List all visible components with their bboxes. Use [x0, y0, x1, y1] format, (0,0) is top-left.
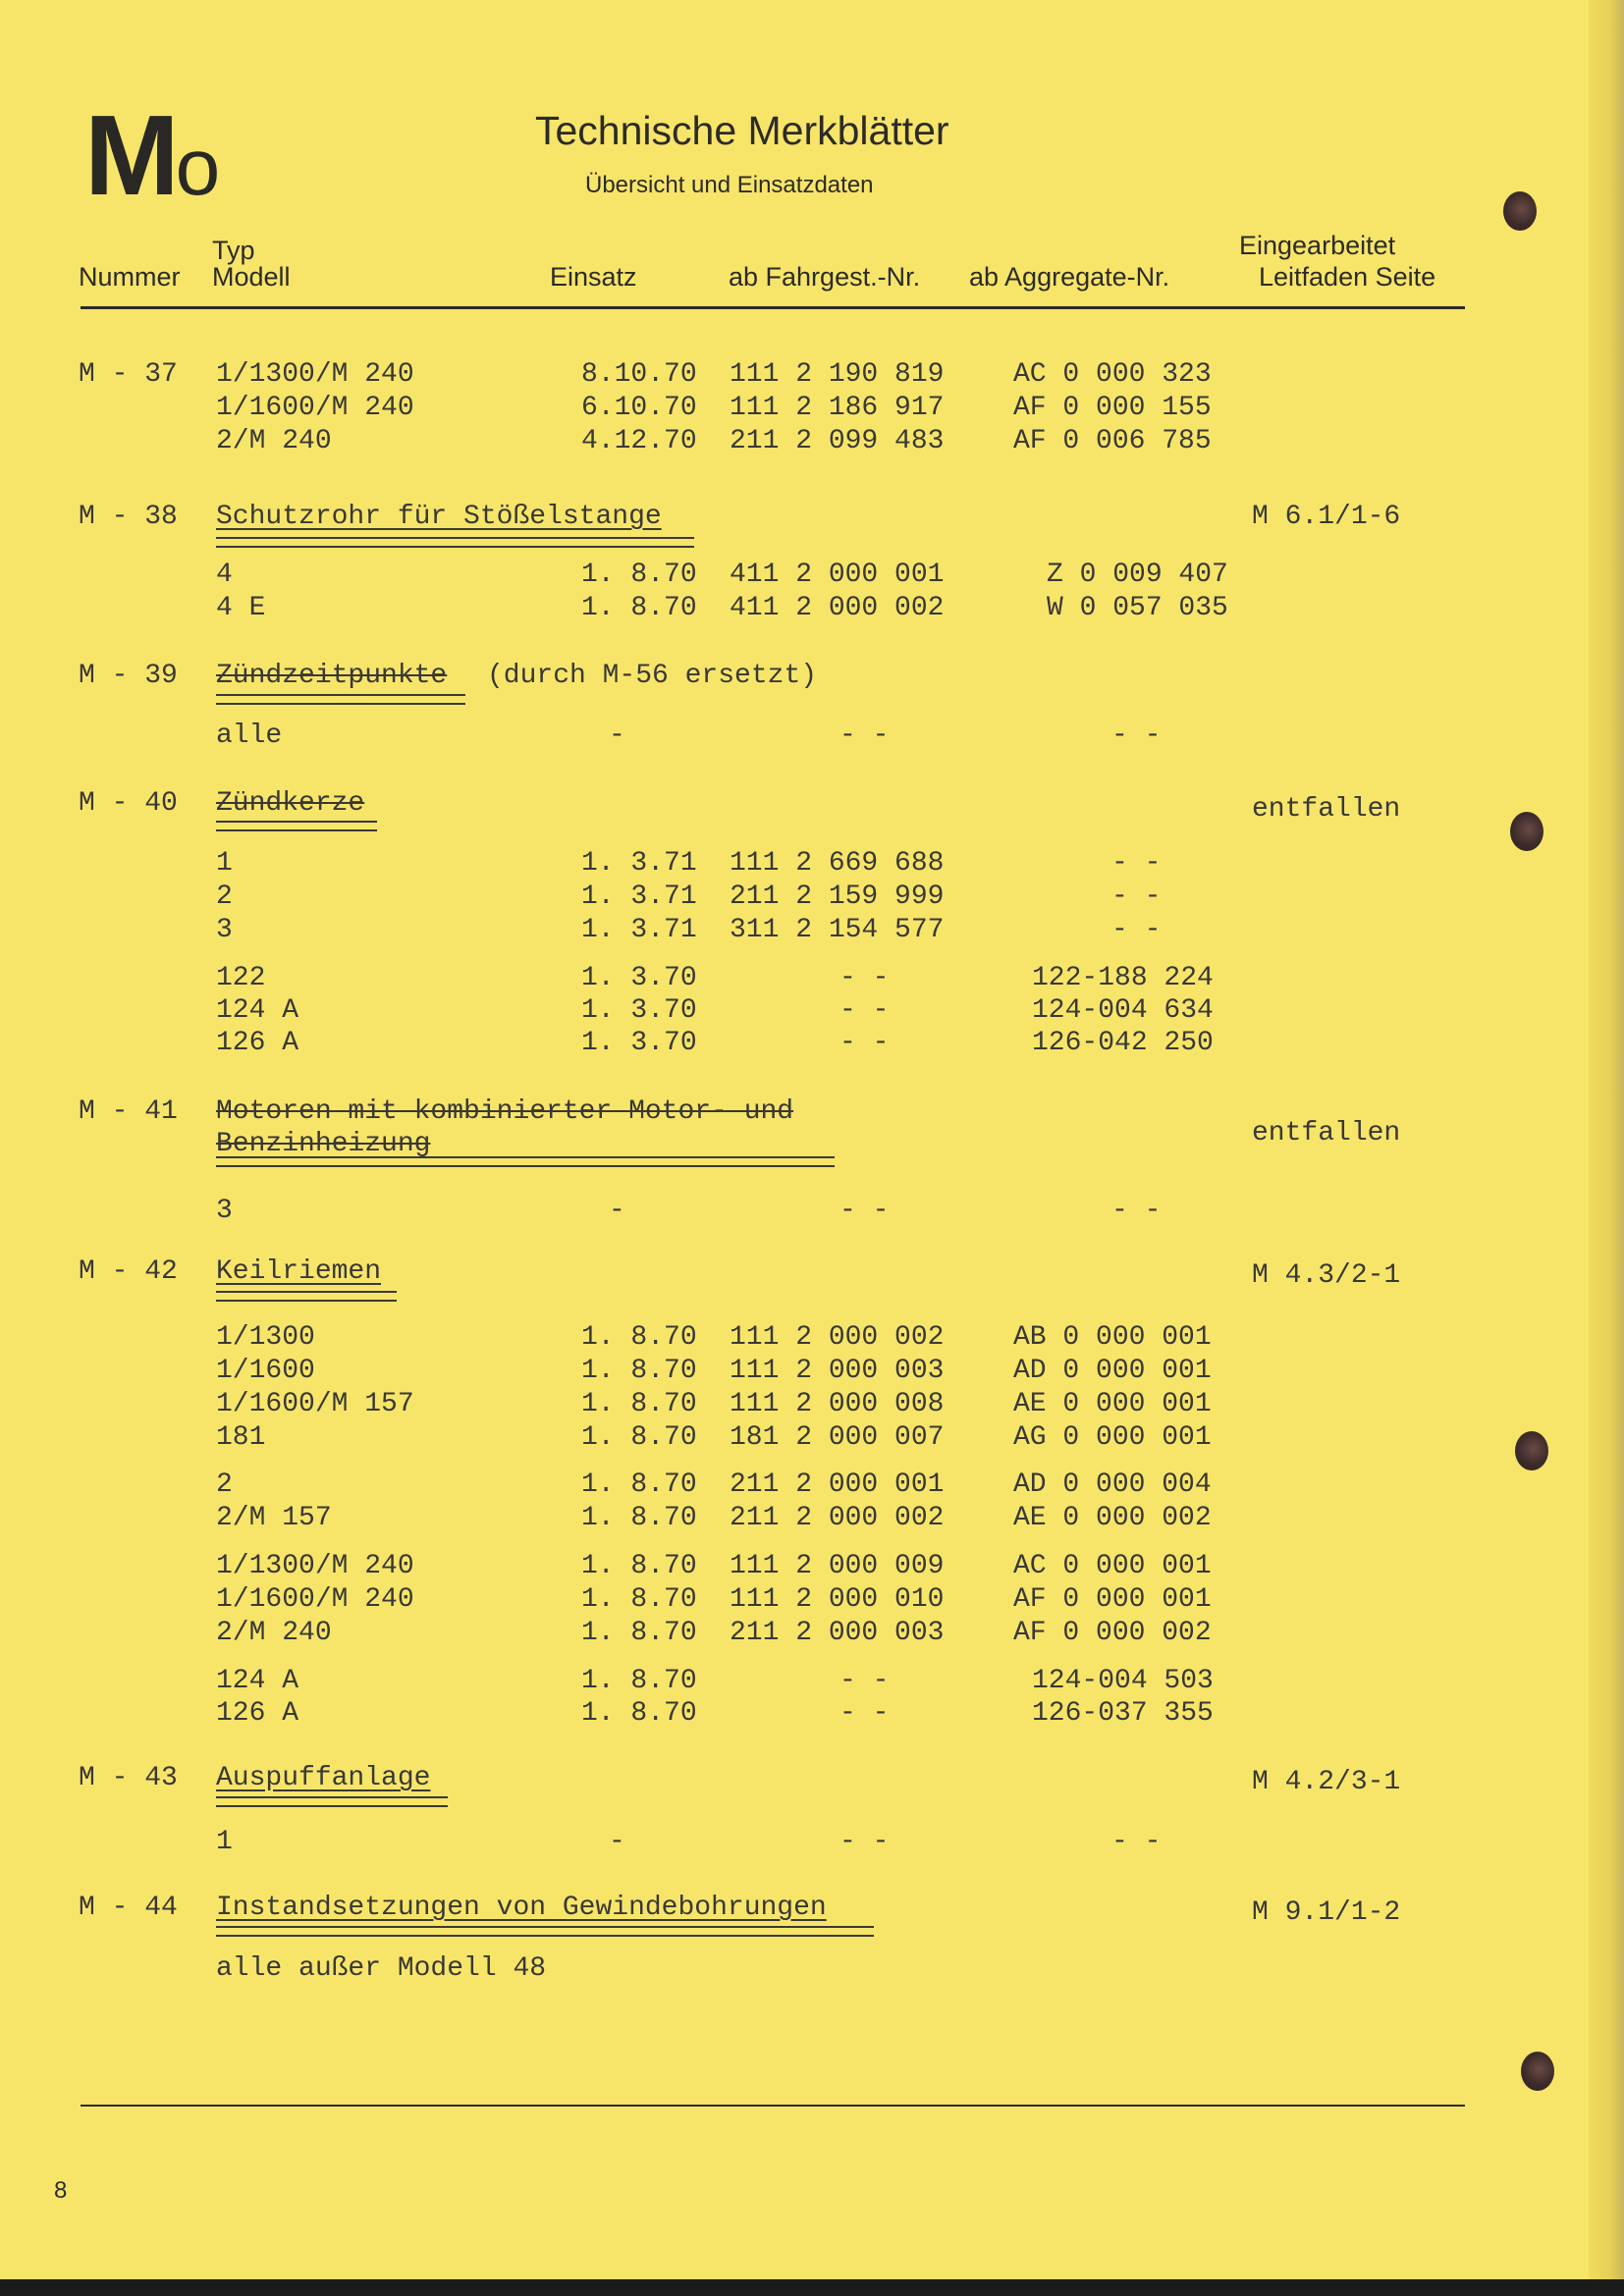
- einsatz-cell: 1. 8.70: [581, 1503, 697, 1533]
- typ-cell: 2/M 240: [216, 426, 332, 456]
- aggregate-cell: AF 0 000 155: [1013, 393, 1212, 423]
- typ-cell: 2: [216, 881, 233, 912]
- typ-cell: 3: [216, 915, 233, 945]
- aggregate-cell: AD 0 000 004: [1013, 1469, 1212, 1500]
- double-underline: [216, 1291, 397, 1302]
- fahrgest-cell: 111 2 186 917: [730, 393, 945, 423]
- leitfaden-ref: M 9.1/1-2: [1252, 1897, 1401, 1928]
- leitfaden-ref: M 4.3/2-1: [1252, 1260, 1401, 1291]
- header-rule: [81, 306, 1465, 309]
- aggregate-cell: AE 0 000 001: [1013, 1389, 1212, 1419]
- leitfaden-ref: M 6.1/1-6: [1252, 502, 1401, 532]
- aggregate-cell: 124-004 634: [1032, 995, 1214, 1026]
- fahrgest-cell: 111 2 190 819: [730, 359, 945, 390]
- fahrgest-cell: 111 2 000 003: [730, 1356, 945, 1386]
- fahrgest-cell: - -: [839, 1196, 890, 1226]
- einsatz-cell: -: [609, 1196, 625, 1226]
- einsatz-cell: 1. 3.70: [581, 1028, 697, 1058]
- einsatz-cell: 1. 8.70: [581, 1666, 697, 1696]
- fahrgest-cell: 311 2 154 577: [730, 915, 945, 945]
- typ-cell: 2/M 240: [216, 1618, 332, 1648]
- entry-note: (durch M-56 ersetzt): [487, 661, 818, 691]
- typ-cell: 122: [216, 963, 266, 993]
- einsatz-cell: 1. 3.70: [581, 963, 697, 993]
- einsatz-cell: 1. 3.71: [581, 881, 697, 912]
- einsatz-cell: 1. 8.70: [581, 560, 697, 590]
- aggregate-cell: AD 0 000 001: [1013, 1356, 1212, 1386]
- fahrgest-cell: 181 2 000 007: [730, 1422, 945, 1453]
- aggregate-cell: AB 0 000 001: [1013, 1322, 1212, 1353]
- leitfaden-ref: entfallen: [1252, 1118, 1401, 1148]
- logo: [84, 91, 221, 219]
- fahrgest-cell: 411 2 000 001: [730, 560, 945, 590]
- fahrgest-cell: - -: [839, 1028, 890, 1058]
- col-typ-bottom: Modell: [212, 262, 291, 292]
- col-einsatz: Einsatz: [550, 262, 637, 292]
- aggregate-cell: - -: [1111, 915, 1162, 945]
- typ-cell: 1/1300/M 240: [216, 1551, 414, 1581]
- einsatz-cell: 1. 8.70: [581, 1469, 697, 1500]
- typ-cell: 4 E: [216, 593, 266, 623]
- einsatz-cell: 4.12.70: [581, 426, 697, 456]
- aggregate-cell: 126-042 250: [1032, 1028, 1214, 1058]
- aggregate-cell: - -: [1111, 881, 1162, 912]
- fahrgest-cell: 111 2 000 009: [730, 1551, 945, 1581]
- col-leitfaden-top: Eingearbeitet: [1239, 231, 1396, 260]
- entry-title: Keilriemen: [216, 1256, 382, 1287]
- typ-cell: 1: [216, 1827, 233, 1857]
- aggregate-cell: AE 0 000 002: [1013, 1503, 1212, 1533]
- col-leitfaden-bottom: Leitfaden Seite: [1259, 262, 1436, 292]
- typ-cell: 124 A: [216, 995, 299, 1026]
- einsatz-cell: 1. 3.71: [581, 915, 697, 945]
- aggregate-cell: AF 0 006 785: [1013, 426, 1212, 456]
- aggregate-cell: - -: [1111, 848, 1162, 879]
- typ-cell: 4: [216, 560, 233, 590]
- double-underline: [216, 1156, 835, 1167]
- fahrgest-cell: - -: [839, 963, 890, 993]
- typ-cell: 1: [216, 848, 233, 879]
- typ-cell: 1/1300: [216, 1322, 315, 1353]
- fahrgest-cell: - -: [839, 721, 890, 751]
- entry-title: Zündzeitpunkte: [216, 661, 448, 691]
- typ-cell: 1/1600/M 157: [216, 1389, 414, 1419]
- punch-hole: [1515, 1431, 1548, 1470]
- einsatz-cell: 6.10.70: [581, 393, 697, 423]
- entry-title: Zündkerze: [216, 788, 365, 819]
- typ-cell: 181: [216, 1422, 266, 1453]
- punch-hole: [1510, 812, 1543, 851]
- aggregate-cell: 126-037 355: [1032, 1698, 1214, 1729]
- col-nummer: Nummer: [79, 262, 181, 292]
- einsatz-cell: 1. 8.70: [581, 593, 697, 623]
- typ-cell: 126 A: [216, 1028, 299, 1058]
- entry-title: Schutzrohr für Stößelstange: [216, 502, 662, 532]
- paper-edge: [1589, 0, 1624, 2296]
- einsatz-cell: 1. 3.71: [581, 848, 697, 879]
- fahrgest-cell: - -: [839, 1698, 890, 1729]
- aggregate-cell: W 0 057 035: [1047, 593, 1228, 623]
- col-typ-top: Typ: [212, 236, 255, 265]
- aggregate-cell: AG 0 000 001: [1013, 1422, 1212, 1453]
- fahrgest-cell: 111 2 669 688: [730, 848, 945, 879]
- fahrgest-cell: 211 2 000 002: [730, 1503, 945, 1533]
- entry-number: M - 38: [79, 502, 178, 532]
- entry-title-line2: Benzinheizung: [216, 1129, 431, 1159]
- typ-cell: 124 A: [216, 1666, 299, 1696]
- entry-number: M - 41: [79, 1096, 178, 1127]
- aggregate-cell: 122-188 224: [1032, 963, 1214, 993]
- fahrgest-cell: 211 2 000 003: [730, 1618, 945, 1648]
- einsatz-cell: 1. 8.70: [581, 1422, 697, 1453]
- logo-main: M: [84, 91, 176, 219]
- entry-number: M - 40: [79, 788, 178, 819]
- fahrgest-cell: - -: [839, 1827, 890, 1857]
- punch-hole: [1503, 191, 1537, 231]
- einsatz-cell: 1. 3.70: [581, 995, 697, 1026]
- typ-cell: 3: [216, 1196, 233, 1226]
- typ-cell: 1/1600: [216, 1356, 315, 1386]
- fahrgest-cell: 211 2 099 483: [730, 426, 945, 456]
- entry-number: M - 39: [79, 661, 178, 691]
- einsatz-cell: 1. 8.70: [581, 1551, 697, 1581]
- typ-cell: 1/1300/M 240: [216, 359, 414, 390]
- entry-number: M - 37: [79, 359, 178, 390]
- einsatz-cell: 8.10.70: [581, 359, 697, 390]
- col-aggregate: ab Aggregate-Nr.: [969, 262, 1170, 292]
- aggregate-cell: 124-004 503: [1032, 1666, 1214, 1696]
- aggregate-cell: AC 0 000 323: [1013, 359, 1212, 390]
- fahrgest-cell: 411 2 000 002: [730, 593, 945, 623]
- scan-border: [0, 2279, 1624, 2296]
- aggregate-cell: AC 0 000 001: [1013, 1551, 1212, 1581]
- einsatz-cell: 1. 8.70: [581, 1389, 697, 1419]
- page-subtitle: Übersicht und Einsatzdaten: [585, 172, 874, 198]
- page-number: 8: [54, 2177, 68, 2204]
- aggregate-cell: - -: [1111, 721, 1162, 751]
- double-underline: [216, 1796, 448, 1807]
- fahrgest-cell: 211 2 159 999: [730, 881, 945, 912]
- fahrgest-cell: 111 2 000 008: [730, 1389, 945, 1419]
- typ-cell: 1/1600/M 240: [216, 393, 414, 423]
- typ-cell: 2/M 157: [216, 1503, 332, 1533]
- einsatz-cell: 1. 8.70: [581, 1698, 697, 1729]
- aggregate-cell: - -: [1111, 1196, 1162, 1226]
- fahrgest-cell: - -: [839, 1666, 890, 1696]
- typ-cell: 1/1600/M 240: [216, 1584, 414, 1615]
- einsatz-cell: 1. 8.70: [581, 1584, 697, 1615]
- aggregate-cell: AF 0 000 002: [1013, 1618, 1212, 1648]
- double-underline: [216, 821, 377, 831]
- entry-number: M - 43: [79, 1763, 178, 1793]
- entry-title: Auspuffanlage: [216, 1763, 431, 1793]
- einsatz-cell: 1. 8.70: [581, 1356, 697, 1386]
- typ-cell: alle: [216, 721, 283, 751]
- aggregate-cell: Z 0 009 407: [1047, 560, 1228, 590]
- fahrgest-cell: 111 2 000 002: [730, 1322, 945, 1353]
- einsatz-cell: 1. 8.70: [581, 1322, 697, 1353]
- footer-rule: [81, 2105, 1465, 2107]
- aggregate-cell: AF 0 000 001: [1013, 1584, 1212, 1615]
- leitfaden-ref: entfallen: [1252, 794, 1401, 825]
- leitfaden-ref: M 4.2/3-1: [1252, 1767, 1401, 1797]
- einsatz-cell: -: [609, 721, 625, 751]
- fahrgest-cell: - -: [839, 995, 890, 1026]
- page-title: Technische Merkblätter: [535, 108, 949, 153]
- punch-hole: [1521, 2052, 1554, 2091]
- double-underline: [216, 537, 694, 548]
- col-fahrgest: ab Fahrgest.-Nr.: [729, 262, 921, 292]
- fahrgest-cell: 111 2 000 010: [730, 1584, 945, 1615]
- double-underline: [216, 694, 465, 705]
- typ-cell: 126 A: [216, 1698, 299, 1729]
- fahrgest-cell: 211 2 000 001: [730, 1469, 945, 1500]
- einsatz-cell: 1. 8.70: [581, 1618, 697, 1648]
- aggregate-cell: - -: [1111, 1827, 1162, 1857]
- typ-cell: alle außer Modell 48: [216, 1953, 547, 1984]
- entry-number: M - 44: [79, 1893, 178, 1923]
- entry-title: Instandsetzungen von Gewindebohrungen: [216, 1893, 827, 1923]
- entry-title-line1: Motoren mit kombinierter Motor- und: [216, 1096, 794, 1127]
- entry-number: M - 42: [79, 1256, 178, 1287]
- einsatz-cell: -: [609, 1827, 625, 1857]
- double-underline: [216, 1926, 874, 1937]
- logo-suffix: o: [175, 123, 221, 212]
- typ-cell: 2: [216, 1469, 233, 1500]
